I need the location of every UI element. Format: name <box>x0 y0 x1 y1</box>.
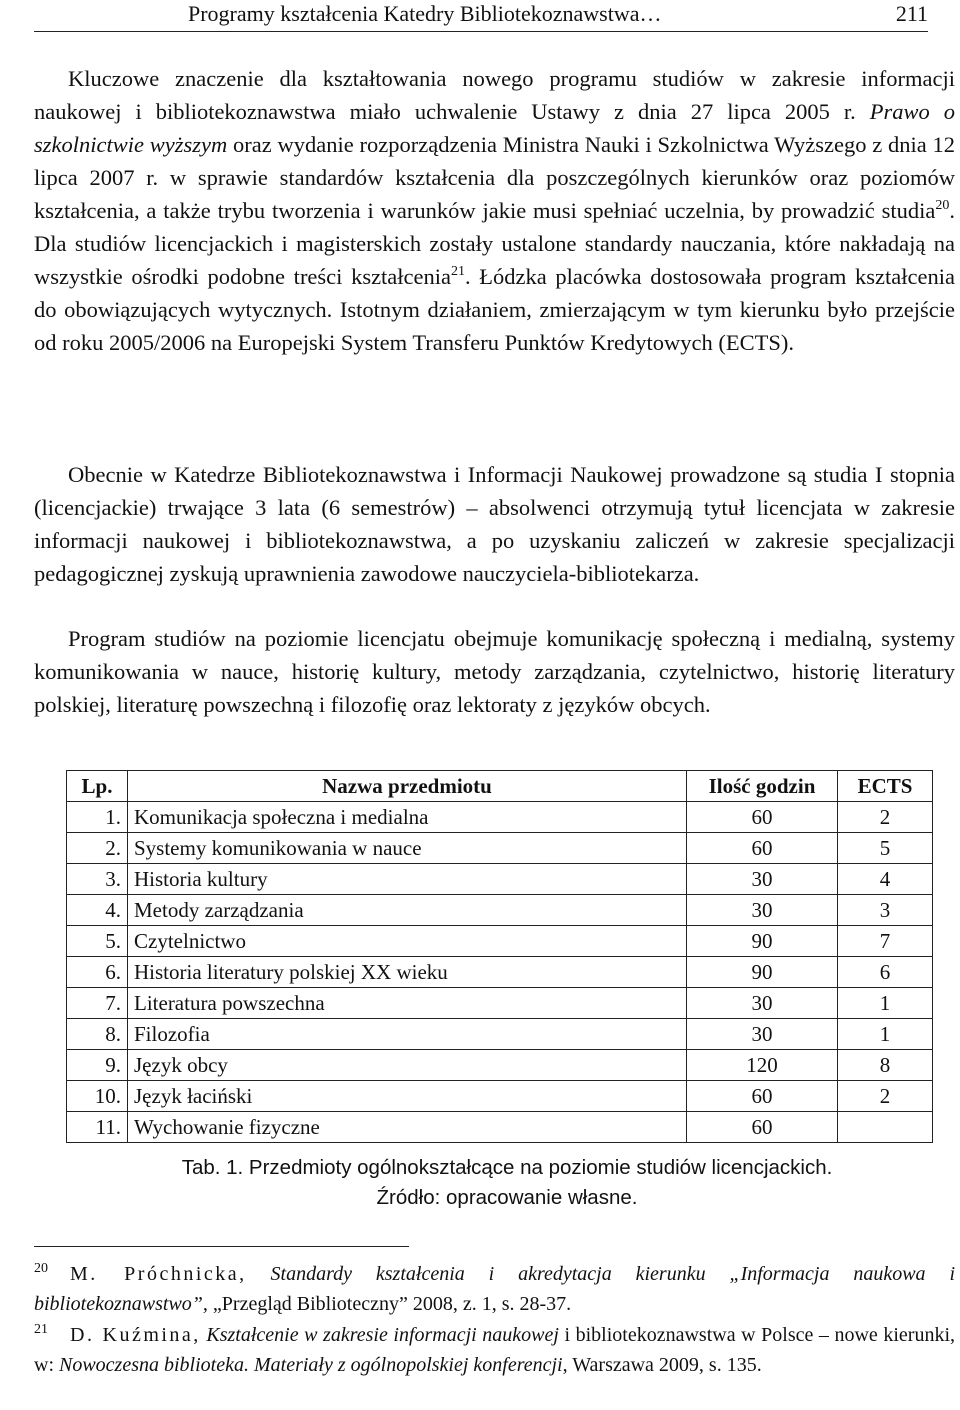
cell-ects: 5 <box>838 833 933 864</box>
footnote-text: i bibliotekoznawstwa w Polsce – nowe kierunki, w: <box>34 1324 955 1376</box>
footnote-book-title: Nowoczesna biblioteka. Materiały z ogólnopolskiej konferencji <box>59 1354 563 1376</box>
header-name: Nazwa przedmiotu <box>128 771 687 802</box>
cell-hours: 90 <box>687 957 838 988</box>
footnote-number: 20 <box>34 1261 48 1276</box>
paragraph-3 <box>34 622 955 721</box>
table-row <box>67 802 933 833</box>
cell-subject: Wychowanie fizyczne <box>128 1112 687 1143</box>
footnote-separator <box>34 1246 409 1247</box>
cell-ects: 6 <box>838 957 933 988</box>
cell-lp: 11. <box>67 1112 128 1143</box>
cell-lp: 7. <box>67 988 128 1019</box>
cell-subject: Komunikacja społeczna i medialna <box>128 802 687 833</box>
cell-hours: 60 <box>687 802 838 833</box>
paragraph-1 <box>34 62 955 359</box>
running-header-title: Programy kształcenia Katedry Bibliotekoznawstwa… <box>188 1 662 26</box>
table-row <box>67 895 933 926</box>
cell-lp: 6. <box>67 957 128 988</box>
cell-hours: 120 <box>687 1050 838 1081</box>
table-row <box>67 1081 933 1112</box>
cell-ects <box>838 1112 933 1143</box>
paragraph-3-text: Program studiów na poziomie licencjatu obejmuje komunikację społeczną i medialną, systemy komunikowania w nauce, historię kultury, metody zarządzania, czytelnictwo, historię literatury polskiej, literaturę powszechną i filozofię oraz lektoraty z języków obcych. <box>34 626 955 717</box>
footnote-author: M. Próchnicka, <box>70 1263 247 1285</box>
cell-subject: Literatura powszechna <box>128 988 687 1019</box>
subjects-table <box>66 770 933 1143</box>
cell-lp: 3. <box>67 864 128 895</box>
paragraph-2 <box>34 458 955 590</box>
cell-subject: Systemy komunikowania w nauce <box>128 833 687 864</box>
table-row <box>67 1050 933 1081</box>
paragraph-1-text-e: . Łódzka placówka dostosowała program kształcenia do obowiązujących wytycznych. Istotnym działaniem, zmierzającym w tym kierunku było przejście od roku 2005/2006 na Europejski System Transferu Punktów Kredytowych (ECTS). <box>34 264 955 355</box>
cell-ects: 2 <box>838 802 933 833</box>
table-row <box>67 864 933 895</box>
footnote-ref-20[interactable]: 20 <box>935 198 950 213</box>
table-row <box>67 988 933 1019</box>
table-row <box>67 926 933 957</box>
cell-ects: 7 <box>838 926 933 957</box>
paragraph-1-text-d: . Dla studiów licencjackich i magisterskich zostały ustalone standardy nauczania, które nakładają na wszystkie ośrodki podobne treści kształcenia <box>34 198 955 289</box>
cell-ects: 3 <box>838 895 933 926</box>
header-hours: Ilość godzin <box>687 771 838 802</box>
cell-lp: 10. <box>67 1081 128 1112</box>
footnote-number: 21 <box>34 1322 48 1337</box>
cell-subject: Metody zarządzania <box>128 895 687 926</box>
table-source: Źródło: opracowanie własne. <box>376 1186 638 1209</box>
header-lp: Lp. <box>67 771 128 802</box>
cell-hours: 30 <box>687 988 838 1019</box>
cell-lp: 2. <box>67 833 128 864</box>
cell-lp: 1. <box>67 802 128 833</box>
paragraph-1-text-a: Kluczowe znaczenie dla kształtowania nowego programu studiów w zakresie informacji naukowej i bibliotekoznawstwa miało uchwalenie Ustawy z dnia 27 lipca 2005 r. <box>34 66 955 124</box>
cell-lp: 5. <box>67 926 128 957</box>
cell-subject: Język obcy <box>128 1050 687 1081</box>
footnote-source: „Przegląd Biblioteczny” 2008, z. 1, s. 28-37. <box>212 1293 572 1315</box>
cell-lp: 4. <box>67 895 128 926</box>
table-row <box>67 957 933 988</box>
footnote-author: D. Kuźmina, <box>70 1324 201 1346</box>
cell-hours: 60 <box>687 1081 838 1112</box>
cell-ects: 2 <box>838 1081 933 1112</box>
cell-ects: 8 <box>838 1050 933 1081</box>
cell-ects: 4 <box>838 864 933 895</box>
page-number: 211 <box>895 1 928 26</box>
cell-ects: 1 <box>838 1019 933 1050</box>
cell-hours: 30 <box>687 864 838 895</box>
footnote-title: Standardy kształcenia i akredytacja kierunku „Informacja naukowa i bibliotekoznawstwo”, <box>34 1263 955 1315</box>
cell-subject: Historia literatury polskiej XX wieku <box>128 957 687 988</box>
paragraph-1-law-title: Prawo o szkolnictwie wyższym <box>34 99 955 157</box>
cell-ects: 1 <box>838 988 933 1019</box>
footnote-20 <box>34 1259 955 1319</box>
cell-hours: 90 <box>687 926 838 957</box>
footnote-ref-21[interactable]: 21 <box>451 264 466 279</box>
running-header <box>34 0 928 32</box>
cell-subject: Język łaciński <box>128 1081 687 1112</box>
header-ects: ECTS <box>838 771 933 802</box>
paragraph-2-text: Obecnie w Katedrze Bibliotekoznawstwa i Informacji Naukowej prowadzone są studia I stopnia (licencjackie) trwające 3 lata (6 semestrów) – absolwenci otrzymują tytuł licencjata w zakresie informacji naukowej i bibliotekoznawstwa, a po uzyskaniu zaliczeń w zakresie specjalizacji pedagogicznej zyskują uprawnienia zawodowe nauczyciela-bibliotekarza. <box>34 462 955 586</box>
cell-hours: 60 <box>687 833 838 864</box>
table-row <box>67 833 933 864</box>
footnote-title: Kształcenie w zakresie informacji naukowej <box>206 1324 559 1346</box>
paragraph-1-text-c: oraz wydanie rozporządzenia Ministra Nauki i Szkolnictwa Wyższego z dnia 12 lipca 2007 r. w sprawie standardów kształcenia dla poszczególnych kierunków oraz poziomów kształcenia, a także trybu tworzenia i warunków jakie musi spełniać uczelnia, by prowadzić studia <box>34 132 955 223</box>
table-row <box>67 1112 933 1143</box>
table-caption: Tab. 1. Przedmioty ogólnokształcące na poziomie studiów licencjackich. <box>181 1156 833 1179</box>
cell-lp: 9. <box>67 1050 128 1081</box>
table-header-row <box>67 771 933 802</box>
cell-hours: 30 <box>687 895 838 926</box>
cell-subject: Czytelnictwo <box>128 926 687 957</box>
cell-subject: Filozofia <box>128 1019 687 1050</box>
footnote-source: , Warszawa 2009, s. 135. <box>562 1354 762 1376</box>
cell-hours: 30 <box>687 1019 838 1050</box>
cell-hours: 60 <box>687 1112 838 1143</box>
footnote-21 <box>34 1320 955 1380</box>
cell-subject: Historia kultury <box>128 864 687 895</box>
table-row <box>67 1019 933 1050</box>
cell-lp: 8. <box>67 1019 128 1050</box>
